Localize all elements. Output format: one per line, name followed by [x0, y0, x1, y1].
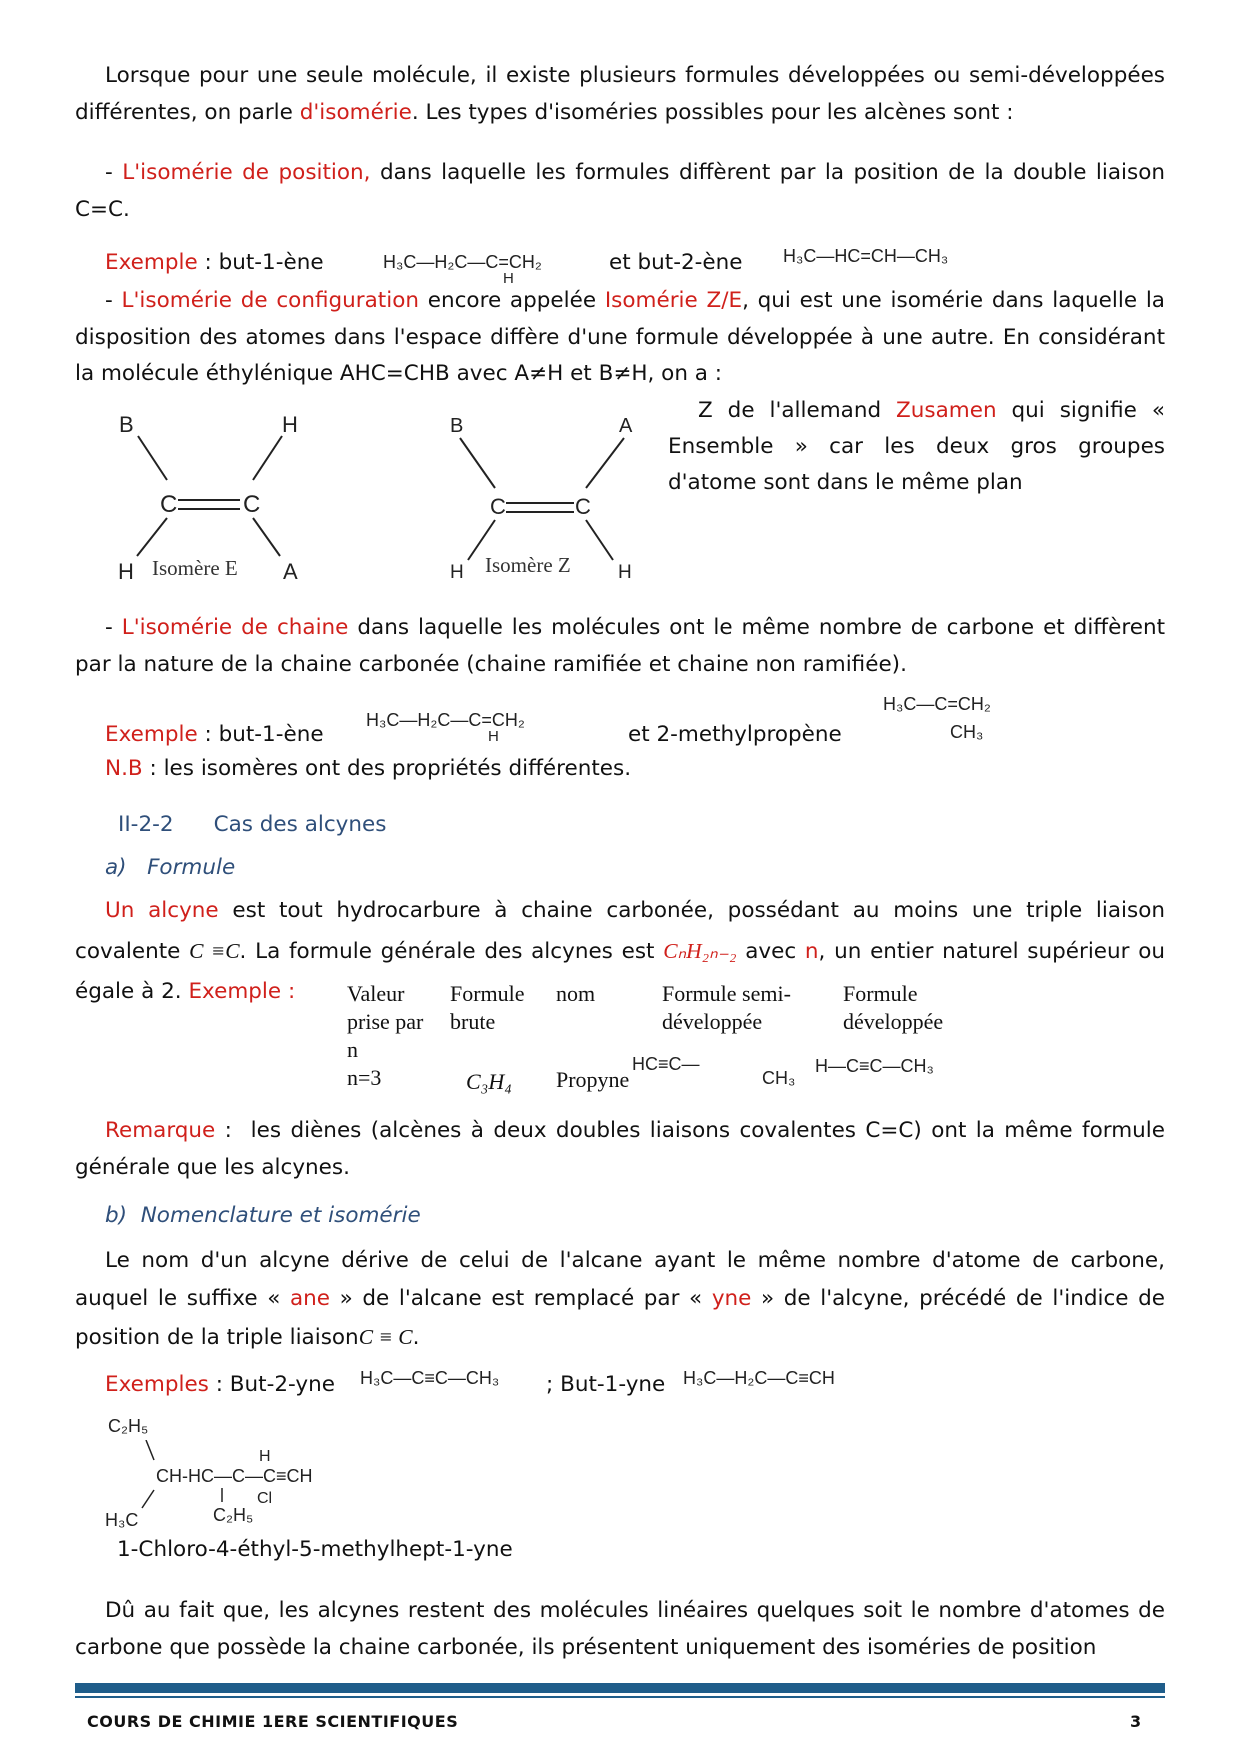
example-1: Exemple : but-1-ène: [105, 250, 324, 275]
mol-c2h5-top: C₂H₅: [108, 1416, 149, 1436]
mol-main-chain: CH-HC—C—C≡CH: [156, 1466, 313, 1486]
table-header-n: Valeur prise par n: [347, 981, 424, 1062]
isomer-e-c2: C: [243, 491, 261, 518]
isomer-z-top-right: A: [619, 415, 633, 437]
table-header-brute: Formule brute: [450, 981, 525, 1034]
nota-bene: N.B : les isomères ont des propriétés différentes.: [105, 756, 632, 781]
table-header-nom: nom: [556, 981, 596, 1006]
mol-name: 1-Chloro-4-éthyl-5-methylhept-1-yne: [117, 1537, 513, 1562]
examples-3: Exemples : But-2-yne: [105, 1372, 335, 1397]
but-1-ene-h: H: [503, 270, 514, 287]
nomenclature-paragraph: Le nom d'un alcyne dérive de celui de l'alcane ayant le même nombre d'atome de carbone, auquel le suffixe « ane » de l'alcane est remplacé par « yne » de l'alcyne, précédé de l'indice de position de la triple liaisonC ≡ C.: [75, 1248, 1166, 1350]
but-1-yne-label: ; But-1-yne: [546, 1372, 666, 1397]
isomer-z-diagram: [438, 408, 648, 583]
configuration-isomerism-paragraph: - L'isomérie de configuration encore appelée Isomérie Z/E, qui est une isomérie dans laquelle la disposition des atomes dans l'espace diffère d'une formule développée à une autre. En considérant la molécule éthylénique AHC=CHB avec A≠H et B≠H, on a :: [75, 288, 1165, 386]
isomer-z-top-left: B: [450, 415, 464, 437]
but-1-ene-formula-2: H₃C—H₂C—C=CH₂: [366, 710, 525, 730]
isomer-e-bottom-left: H: [118, 559, 134, 583]
table-value-dev: H—C≡C—CH₃: [815, 1056, 934, 1076]
but-2-ene-formula: H₃C—HC=CH—CH₃: [783, 246, 949, 266]
isomer-e-label: Isomère E: [152, 556, 238, 580]
final-paragraph: Dû au fait que, les alcynes restent des molécules linéaires quelques soit le nombre d'atomes de carbone que possède la chaine carbonée, ils présentent uniquement des isoméries de position: [75, 1598, 1165, 1660]
subheading-nomenclature: b) Nomenclature et isomérie: [105, 1203, 421, 1228]
isomerie-term: d'isomérie: [299, 99, 412, 125]
example-2-mid: et 2-methylpropène: [628, 722, 842, 747]
isomer-e-top-right: H: [282, 412, 298, 437]
example-2: Exemple : but-1-ène: [105, 722, 324, 747]
but-2-yne-formula: H₃C—C≡C—CH₃: [360, 1368, 500, 1388]
chain-isomerism-paragraph: - L'isomérie de chaine dans laquelle les molécules ont le même nombre de carbone et diffèrent par la nature de la chaine carbonée (chaine ramifiée et chaine non ramifiée).: [75, 615, 1165, 677]
isomer-e-c1: C: [160, 491, 178, 518]
table-value-n: n=3: [347, 1065, 382, 1090]
table-value-semi: HC≡C—: [632, 1054, 700, 1074]
position-isomerism-paragraph: - L'isomérie de position, dans laquelle les formules diffèrent par la position de la double liaison C=C.: [75, 160, 1165, 222]
z-explanation: Z de l'allemand Zusamen qui signifie « Ensemble » car les deux gros groupes d'atome sont dans le même plan: [668, 398, 1165, 495]
isomer-z-c1: C: [490, 494, 506, 519]
remark: Remarque : les diènes (alcènes à deux doubles liaisons covalentes C=C) ont la même formule générale que les alcynes.: [75, 1118, 1165, 1180]
methylpropene-branch: CH₃: [950, 722, 984, 742]
table-value-semi-ch3: CH₃: [762, 1068, 796, 1088]
but-1-ene-formula: H₃C—H₂C—C=CH₂: [383, 252, 542, 272]
table-value-brute: C₃H₄: [466, 1069, 512, 1094]
footer-title: COURS DE CHIMIE 1ERE SCIENTIFIQUES: [87, 1712, 459, 1731]
isomer-z-c2: C: [575, 494, 591, 519]
mol-h3c: H₃C: [105, 1510, 139, 1530]
footer-line: [75, 1696, 1165, 1698]
intro-paragraph: Lorsque pour une seule molécule, il existe plusieurs formules développées ou semi-développées différentes, on parle d'isomérie. Les types d'isoméries possibles pour les alcènes sont :: [75, 63, 1165, 125]
mol-h: H: [259, 1448, 271, 1465]
but-1-yne-formula: H₃C—H₂C—C≡CH: [683, 1368, 835, 1388]
isomer-e-top-left: B: [119, 412, 134, 437]
isomer-z-bottom-left: H: [450, 562, 464, 583]
example-1-mid: et but-2-ène: [609, 250, 743, 275]
table-header-semi: Formule semi-développée: [662, 981, 791, 1034]
mol-cl: Cl: [257, 1490, 273, 1507]
footer-bar: [75, 1683, 1165, 1693]
mol-bonds: [140, 1440, 250, 1515]
isomer-z-label: Isomère Z: [485, 553, 571, 577]
page-number: 3: [1130, 1712, 1142, 1731]
table-value-nom: Propyne: [556, 1067, 630, 1092]
subheading-formule: a) Formule: [105, 855, 236, 880]
alkyne-definition: Un alcyne est tout hydrocarbure à chaine carbonée, possédant au moins une triple liaison covalente C ≡C. La formule générale des alcynes est CₙH₂ₙ₋₂ avec n, un entier naturel supérieur ou égale à 2. Exemple :: [75, 898, 1165, 1004]
table-header-dev: Formule développée: [843, 981, 944, 1034]
methylpropene-formula: H₃C—C=CH₂: [883, 694, 991, 714]
isomer-z-bottom-right: H: [618, 562, 632, 583]
isomer-e-bottom-right: A: [283, 559, 298, 583]
mol-c2h5-bottom: C₂H₅: [213, 1505, 254, 1525]
isomer-e-diagram: [110, 408, 310, 583]
but-1-ene-h-2: H: [488, 728, 499, 745]
section-heading: II-2-2 Cas des alcynes: [118, 812, 387, 837]
